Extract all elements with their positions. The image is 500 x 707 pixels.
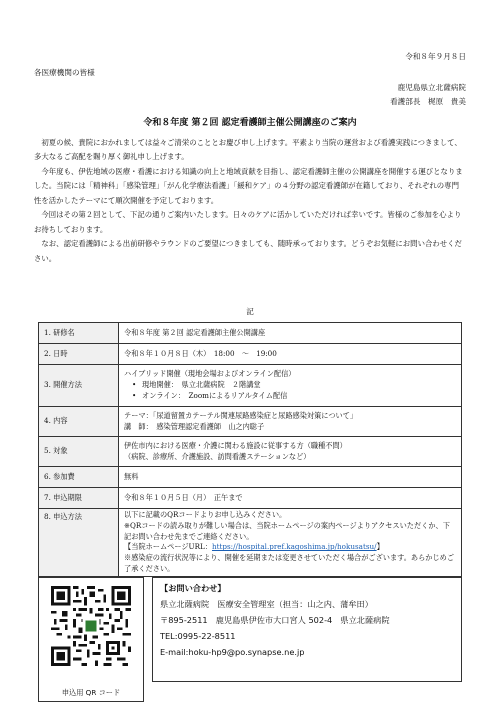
qr-caption: 申込用 QR コード — [61, 687, 121, 697]
row-label: 8. 申込方法 — [39, 509, 119, 577]
issue-date: 令和８年９月８日 — [405, 52, 466, 61]
paragraph: 今回はその第２回として、下記の通りご案内いたします。日々のケアに活かしていただければ幸いです。皆様のご参加を心よりお待ちしております。 — [34, 210, 462, 234]
details-table — [38, 322, 462, 577]
sender-person: 看護部長 梶原 貴美 — [390, 97, 466, 107]
theme-line: テーマ：「尿道留置カテーテル関連尿路感染症と尿路感染対策について」 — [124, 410, 358, 420]
contact-tel: TEL:0995-22-8511 — [160, 630, 236, 641]
row-label: 1. 研修名 — [39, 323, 119, 344]
table-row — [39, 323, 462, 344]
apply-line: 以下に記載のQRコードよりお申し込みください。 — [124, 510, 287, 519]
table-row — [39, 365, 462, 407]
contact-heading: 【お問い合わせ】 — [160, 583, 226, 593]
row-label: 7. 申込期限 — [39, 488, 119, 509]
sender-block — [390, 81, 466, 110]
addressee: 各医療機関の皆様 — [34, 68, 95, 77]
ki-heading: 記 — [246, 307, 254, 316]
paragraph: なお、認定看護師による出前研修やラウンドのご要望につきましても、随時承っております。どうぞお気軽にお問い合わせください。 — [34, 239, 462, 263]
body-text — [34, 136, 466, 266]
sender-org: 鹿児島県立北薩病院 — [397, 83, 466, 92]
row-label: 3. 開催方法 — [39, 365, 119, 407]
table-row — [39, 407, 462, 437]
list-item: • 現地開催： 県立北薩病院 ２階講堂 — [134, 380, 456, 391]
apply-note: ※QRコードの読み取りが難しい場合は、当院ホームページの案内ページよりアクセスいただくか、下記お問い合わせ先までご連絡ください。 — [124, 520, 450, 541]
contact-dept: 県立北薩病院 医療安全管理室（担当：山之内、蒲牟田） — [160, 598, 373, 609]
row-value — [119, 365, 462, 407]
hp-label: 【当院ホームページURL： — [124, 542, 212, 552]
hp-close: 】 — [376, 542, 384, 552]
target-line: 伊佐市内における医療・介護に関わる施設に従事する方（職種不問） — [124, 440, 347, 450]
contact-email[interactable]: E-mail:hoku-hp9@po.synapse.ne.jp — [160, 646, 305, 657]
method-list — [124, 380, 456, 402]
row-value: 無料 — [119, 467, 462, 488]
lecturer-line: 講 師： 感染管理認定看護師 山之内聡子 — [124, 421, 265, 431]
list-item: • オンライン： Zoomによるリアルタイム配信 — [134, 391, 456, 402]
row-value — [119, 437, 462, 467]
target-line: （病院、診療所、介護施設、訪問看護ステーションなど） — [124, 451, 311, 461]
hp-line — [124, 542, 456, 553]
hospital-url-link[interactable]: https://hospital.pref.kagoshima.jp/hokusatsu/ — [211, 542, 377, 552]
paragraph: 初夏の候、貴院におかれましては益々ご清栄のこととお慶び申し上げます。平素より当院の運営および看護実践につきまして、多大なるご高配を賜り厚く御礼申し上げます。 — [34, 138, 462, 162]
document-title: 令和８年度 第２回 認定看護師主催公開講座のご案内 — [143, 118, 357, 128]
row-value: 令和８年１０月８日（木） 18:00 ～ 19:00 — [119, 344, 462, 365]
footer-section — [38, 577, 462, 702]
table-row — [39, 344, 462, 365]
row-label: 5. 対象 — [39, 437, 119, 467]
table-row — [39, 509, 462, 577]
paragraph: 今年度も、伊佐地域の医療・看護における知識の向上と地域貢献を目指し、認定看護師主催の公開講座を開催する運びとなりました。当院には「精神科」「感染管理」「がん化学療法看護」「緩和ケア」の４分野の認定看護師が在籍しており、それぞれの専門性を活かしたテーマにて順次開催を予定しております。 — [34, 166, 463, 205]
table-row — [39, 467, 462, 488]
row-value: 令和８年度 第２回 認定看護師主催公開講座 — [119, 323, 462, 344]
postpone-note: ※感染症の流行状況等により、開催を延期または変更させていただく場合がございます。あらかじめご了承ください。 — [124, 553, 455, 573]
qr-box — [38, 577, 144, 702]
table-row — [39, 437, 462, 467]
document-page — [34, 0, 466, 707]
contact-address: 〒895-2511 鹿児島県伊佐市大口宮人 502-4 県立北薩病院 — [160, 614, 390, 625]
row-label: 2. 日時 — [39, 344, 119, 365]
row-value: 令和８年１０月５日（月） 正午まで — [119, 488, 462, 509]
row-value — [119, 509, 462, 577]
row-label: 6. 参加費 — [39, 467, 119, 488]
row-value — [119, 407, 462, 437]
method-line: ハイブリッド開催（現地会場およびオンライン配信） — [124, 369, 296, 379]
table-row — [39, 488, 462, 509]
row-label: 4. 内容 — [39, 407, 119, 437]
contact-box — [152, 577, 462, 682]
qr-code-icon[interactable] — [51, 586, 131, 666]
